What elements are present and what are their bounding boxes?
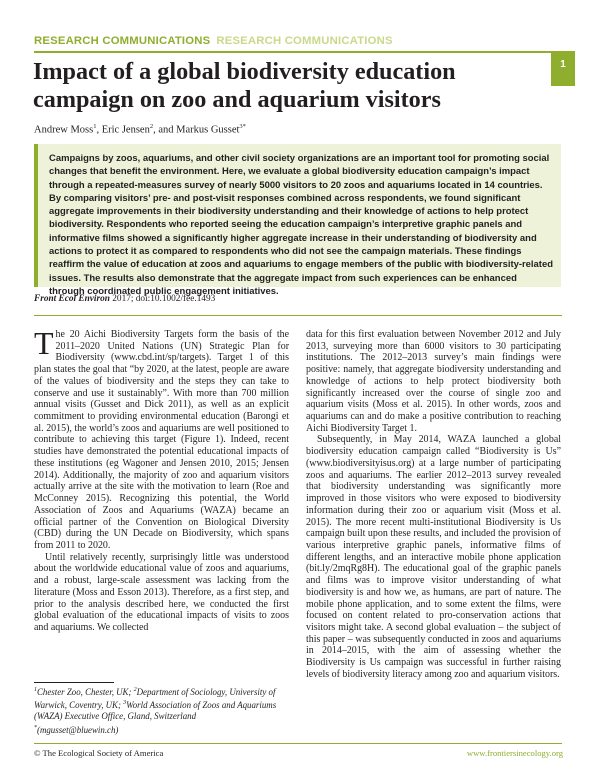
abstract-text: Campaigns by zoos, aquariums, and other civil society organizations are an important tool for promoting social changes that benefit the environment. Here, we evaluate a global biodiversity education campaign’s impact through a repeated-measures survey of nearly 5000 visitors to 20 zoos and aquariums located in 14 countries. By comparing visitors’ pre- and post-visit responses combined across respondents, we found significant aggregate improvements in their biodiversity understanding and their knowledge of actions to help protect biodiversity. Respondents who reported seeing the education campaign’s interpretive graphic panels and informative films showed a significantly higher aggregate increase in their understanding of biodiversity and actions to protect it as compared to respondents who did not see the campaign materials. These findings reaffirm the value of education at zoos and aquariums to engage members of the public with biodiversity-related issues. The results also demonstrate that the aggregate impact from such experiences can be enhanced through coordinated public engagement initiatives. <box>49 153 553 297</box>
author-name: Andrew Moss <box>34 124 94 136</box>
kicker-primary: RESEARCH COMMUNICATIONS <box>34 35 211 47</box>
abstract-accent-bar <box>34 144 38 287</box>
author-affiliation-mark: 1 <box>93 123 97 130</box>
body-paragraph: Subsequently, in May 2014, WAZA launched a global biodiversity education campaign called “Biodiversity is Us” (www.biodiversityisus.org) at a large number of participating zoos and aquariums. The earlier 2012–2013 survey revealed that biodiversity understanding was significantly more improved in those visitors who were exposed to biodiversity information during their zoo or aquarium visit (Moss et al. 2015). The more recent multi-institutional Biodiversity is Us campaign built upon these results, and included the provision of various interpretive graphic panels, informative films of different lengths, and an interactive mobile phone application (bit.ly/2mqRg8H). The educational goal of the graphic panels and films was to improve visitor understanding of what biodiversity is and how we, as humans, are part of nature. The mobile phone application, and to some extent the films, were focused on content related to pro-conservation actions that visitors might take. A second global evaluation – the subject of this paper – was subsequently conducted in zoos and aquariums in 2014–2015, with the aim of assessing whether the Biodiversity is Us campaign was successful in further raising levels of biodiversity literacy among zoo and aquarium visitors. <box>306 434 561 680</box>
author-name: Markus Gusset <box>176 124 240 136</box>
journal-website-link[interactable]: www.frontiersinecology.org <box>466 748 563 758</box>
doi-text: 2017; doi:10.1002/fee.1493 <box>109 294 216 304</box>
author-affiliation-mark: 3* <box>239 123 246 130</box>
journal-name: Front Ecol Environ <box>34 294 110 304</box>
copyright: © The Ecological Society of America <box>34 748 164 758</box>
divider-rule <box>34 315 562 316</box>
author-name: Eric Jensen <box>101 124 150 136</box>
body-column-right <box>306 329 561 681</box>
footnote-rule <box>34 682 114 683</box>
kicker-secondary: RESEARCH COMMUNICATIONS <box>216 35 393 47</box>
section-kicker <box>34 35 393 47</box>
citation-line <box>34 294 215 304</box>
abstract-box <box>34 144 561 297</box>
article-title: Impact of a global biodiversity education campaign on zoo and aquarium visitors <box>33 58 456 113</box>
author-affiliation-mark: 2 <box>149 123 154 130</box>
body-paragraph: Until relatively recently, surprisingly little was understood about the worldwide educational value of zoos and aquariums, and a robust, large-scale assessment was lacking from the literature (Moss and Esson 2013). Therefore, as a first step, and prior to the analysis described here, we conducted the first global evaluation of the educational impacts of visits to zoos and aquariums. We collected <box>34 551 289 633</box>
drop-cap: T <box>34 325 54 361</box>
author-line: Andrew Moss$^1$, Eric Jensen$^2$, and Markus Gusset$^{3*}$ <box>34 123 246 136</box>
footer-rule <box>34 743 562 744</box>
page-number-tab: 1 <box>551 51 575 86</box>
body-column-left <box>34 325 289 634</box>
affiliations-footnote: $^1$Chester Zoo, Chester, UK; $^2$Department of Sociology, University of Warwick, Coventry, UK; $^3$World Association of Zoos and Aquariums (WAZA) Executive Office, Gland, Switzerland *(mgusset@bluewin.ch) <box>34 686 277 735</box>
corresponding-email[interactable]: (mgusset@bluewin.ch) <box>37 724 119 735</box>
body-paragraph: data for this first evaluation between November 2012 and July 2013, surveying more than 6000 visitors to 30 participating institutions. The 2012–2013 survey’s main findings were positive: namely, that aggregate biodiversity understanding and knowledge of actions to help protect biodiversity both significantly increased over the course of single zoo and aquarium visits (Moss et al. 2015). In other words, zoos and aquariums can and do make a positive contribution to reaching Aichi Biodiversity Target 1. <box>306 329 561 434</box>
header-rule <box>34 51 562 53</box>
body-paragraph: The 20 Aichi Biodiversity Targets form the basis of the 2011–2020 United Nations (UN) Strategic Plan for Biodiversity (www.cbd.int/sp/targets). Target 1 of this plan states the goal that “by 2020, at the latest, people are aware of the values of biodiversity and the steps they can take to conserve and use it sustainably”. With more than 700 million annual visits (Gusset and Dick 2011), as well as an explicit commitment to providing environmental education (Barongi et al. 2015), the world’s zoos and aquariums are well positioned to contribute to achieving this target (Figure 1). Indeed, recent studies have demonstrated the potential educational impacts of these institutions (eg Wagoner and Jensen 2010, 2015; Jensen 2014). Additionally, the majority of zoo and aquarium visitors actually arrive at the site with the motivation to learn (Roe and McConney 2015). Recognizing this potential, the World Association of Zoos and Aquariums (WAZA) became an official partner of the Convention on Biological Diversity (CBD) during the UN Decade on Biodiversity, which spans from 2011 to 2020. <box>34 325 289 551</box>
